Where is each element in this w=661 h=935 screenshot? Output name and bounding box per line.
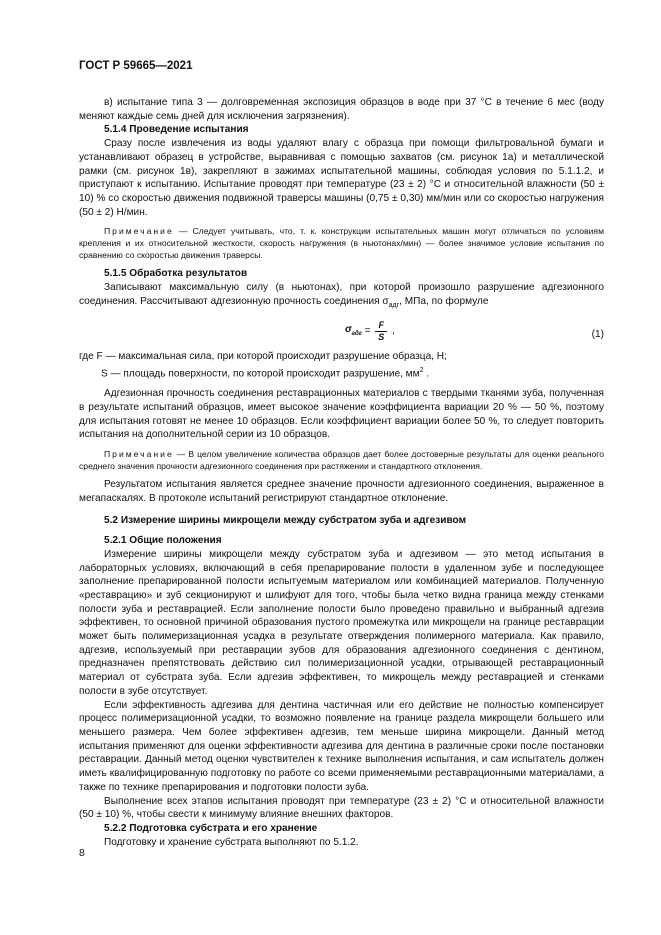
paragraph-5-2-1-c: Выполнение всех этапов испытания проводят при температуре (23 ± 2) °С и относительной влажности (50 ± 10) %, чтобы свести к минимуму влияние внешних факторов. bbox=[79, 795, 604, 821]
formula-comma: , bbox=[389, 326, 395, 338]
formula-number: (1) bbox=[591, 329, 604, 341]
note-label: Примечание bbox=[104, 449, 174, 460]
denominator: S bbox=[378, 332, 385, 343]
sigma-symbol: σ bbox=[345, 323, 352, 335]
fraction bbox=[375, 320, 387, 343]
paragraph-5-1-5 bbox=[79, 281, 604, 312]
paragraph-5-1-4: Сразу после извлечения из воды удаляют влагу с образца при помощи фильтровальной бумаги и устанавливают образец в устройстве, выравнивая с помощью захватов (см. рисунок 1а) и металлической рамки (см. рисунок 1в), закрепляют в зажимах испытательной машины, соблюдая условия по 5.1.1.2, и приступают к испытанию. Испытание проводят при температуре (23 ± 2) °С и относительной влажности (50 ± 10) % со скоростью движения подвижной траверсы машины (0,75 ± 0,30) мм/мин или со скоростью нагружения (50 ± 2) Н/мин. bbox=[79, 138, 604, 218]
definition-S bbox=[79, 364, 604, 381]
text-part: , МПа, по формуле bbox=[399, 295, 489, 307]
paragraph-result: Результатом испытания является среднее значение прочности адгезионного соединения, выраженное в мегапаскалях. В протоколе испытаний регистрируют стандартное отклонение. bbox=[79, 479, 604, 504]
note-1 bbox=[79, 225, 604, 261]
document-body bbox=[79, 96, 604, 849]
equals-sign: = bbox=[361, 326, 374, 338]
paragraph-adhesion-strength: Адгезионная прочность соединения реставрационных материалов с твердыми тканями зуба, полученная в результате испытаний образцов, имеет высокое значение коэффициента вариации 20 % — 50 %, поэтому для испытания готовят не менее 10 образцов. Если коэффициент вариации более 50 %, то следует повторить испытания на дополнительной серии из 10 образцов. bbox=[79, 388, 604, 441]
note-text: — В целом увеличение количества образцов дает более достоверные результаты для оценки реального среднего значения прочности адгезионного соединения при растяжении и стандартного отклонения. bbox=[79, 449, 604, 472]
heading-5-1-5: 5.1.5 Обработка результатов bbox=[104, 268, 248, 280]
formula-sigma bbox=[345, 324, 362, 335]
heading-5-1-4: 5.1.4 Проведение испытания bbox=[104, 124, 249, 136]
formula-expression bbox=[345, 320, 395, 343]
page-number: 8 bbox=[79, 847, 85, 859]
heading-5-2: 5.2 Измерение ширины микрощели между субстратом зуба и адгезивом bbox=[104, 515, 467, 527]
heading-5-2-1: 5.2.1 Общие положения bbox=[104, 535, 222, 547]
text-part: Записывают максимальную силу (в ньютонах), при которой произошло разрушение адгезионного соединения. Рассчитывают адгезионную прочность соединения σ bbox=[79, 282, 604, 307]
formula-1 bbox=[79, 316, 604, 350]
numerator: F bbox=[375, 320, 387, 332]
sigma-subscript: адг bbox=[351, 330, 362, 337]
paragraph-test-type-3: в) испытание типа 3 — долговременная экспозиция образцов в воде при 37 °С в течение 6 мес (воду меняют каждые семь дней для исключения загрязнения). bbox=[79, 97, 604, 122]
text-part: . bbox=[423, 368, 430, 380]
paragraph-5-2-1-b: Если эффективность адгезива для дентина частичная или его действие не полностью компенсирует процесс полимеризационной усадки, то возможно появление на границе раздела микрощели большего или меньшего размера. Чем более эффективен адгезив, тем меньше ширина микрощели. Данный метод испытания применяют для оценки эффективности адгезива для дентина в различные сроки после постановки реставрации. Данный метод оценки чувствителен к технике выполнения испытания, и сам испытатель должен иметь квалифицированную подготовку по работе со всеми применяемыми реставрационными материалами, а также по технике препарирования и подготовки полости зуба. bbox=[79, 699, 604, 793]
note-text: — Следует учитывать, что, т. к. конструкции испытательных машин могут отличаться по условиям крепления и их относительной жесткости, скорость нагружения (в ньютонах/мин) — более значимое условие испытания по сравнению со скоростью движения траверсы. bbox=[79, 226, 604, 261]
subscript: адг bbox=[388, 301, 400, 309]
note-2 bbox=[79, 448, 604, 472]
heading-5-2-2: 5.2.2 Подготовка субстрата и его хранение bbox=[104, 822, 318, 834]
note-label: Примечание bbox=[104, 226, 174, 237]
definition-F: где F — максимальная сила, при которой происходит разрушение образца, Н; bbox=[79, 351, 447, 363]
paragraph-5-2-1-a: Измерение ширины микрощели между субстратом зуба и адгезивом — это метод испытания в лабораторных условиях, включающий в себя препарирование полости в удаленном зубе и последующее заполнение препарированной полости испытуемым материалом или комбинацией материалов. Полученную «реставрацию» и зуб секционируют и шлифуют для того, чтобы была четко видна граница между стенками полости зуба и реставрацией. Если заполнение полости было проведено правильно и выбранный адгезив эффективен, то основной причиной образования пустого промежутка или микрощели на границе реставрации может быть полимеризационная усадка в результате отверждения полимерного материала. Как правило, адгезив, используемый при реставрации зубов для образования адгезионного соединения с дентином, предназначен препятствовать действию сил полимеризационной усадки, отрывающей реставрационный материал от субстрата зуба. Если адгезив эффективен, то микрощель между реставрацией и стенками полости в зубе отсутствует. bbox=[79, 548, 604, 697]
superscript: 2 bbox=[419, 367, 424, 375]
text-part: S — площадь поверхности, по которой происходит разрушение, мм bbox=[101, 368, 420, 380]
standard-header: ГОСТ Р 59665—2021 bbox=[79, 60, 193, 72]
paragraph-5-2-2: Подготовку и хранение субстрата выполняют по 5.1.2. bbox=[104, 836, 359, 848]
